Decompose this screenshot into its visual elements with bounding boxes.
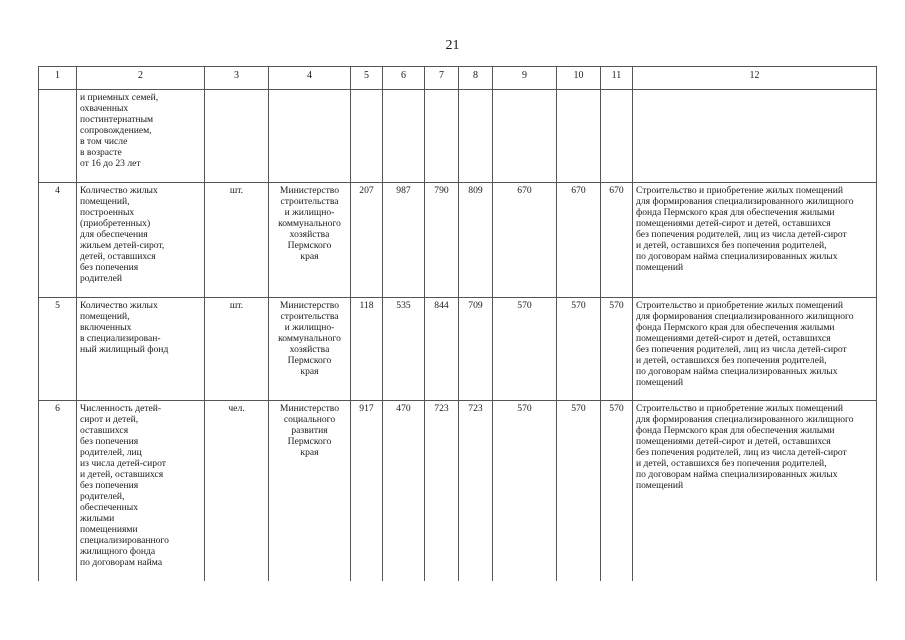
- value-cell: 917: [351, 401, 383, 582]
- value-cell: 118: [351, 298, 383, 401]
- column-header: 7: [425, 67, 459, 90]
- value-cell: [459, 90, 493, 183]
- executor-cell: Министерство строительства и жилищно- коммунального хозяйства Пермского края: [269, 298, 351, 401]
- value-cell: 987: [383, 183, 425, 298]
- value-cell: [351, 90, 383, 183]
- value-cell: 570: [557, 401, 601, 582]
- column-header: 12: [633, 67, 877, 90]
- value-cell: [601, 90, 633, 183]
- column-header: 11: [601, 67, 633, 90]
- indicator-name: Количество жилых помещений, включенных в специализирован- ный жилищный фонд: [77, 298, 205, 401]
- value-cell: 470: [383, 401, 425, 582]
- table-row: [39, 183, 877, 298]
- value-cell: 670: [601, 183, 633, 298]
- page-number: 21: [445, 38, 460, 53]
- row-number: 4: [39, 183, 77, 298]
- unit-cell: шт.: [205, 298, 269, 401]
- column-header: 5: [351, 67, 383, 90]
- measure-cell: Строительство и приобретение жилых помещений для формирования специализированного жилищного фонда Пермского края для обеспечения жилыми помещениями детей-сирот и детей, оставшихся без попечения родителей, лиц из числа детей-сирот и детей, оставшихся без попечения родителей, по договорам найма специализированных жилых помещений: [633, 298, 877, 401]
- column-header: 2: [77, 67, 205, 90]
- value-cell: 723: [425, 401, 459, 582]
- value-cell: 570: [493, 401, 557, 582]
- value-cell: 570: [557, 298, 601, 401]
- unit-cell: чел.: [205, 401, 269, 582]
- value-cell: 570: [493, 298, 557, 401]
- column-header: 3: [205, 67, 269, 90]
- unit-cell: [205, 90, 269, 183]
- column-header: 10: [557, 67, 601, 90]
- value-cell: 723: [459, 401, 493, 582]
- column-header: 6: [383, 67, 425, 90]
- indicator-name: Количество жилых помещений, построенных (приобретенных) для обеспечения жильем детей-сирот, детей, оставшихся без попечения родителей: [77, 183, 205, 298]
- unit-cell: шт.: [205, 183, 269, 298]
- value-cell: 535: [383, 298, 425, 401]
- column-header: 1: [39, 67, 77, 90]
- column-header: 4: [269, 67, 351, 90]
- row-number: 5: [39, 298, 77, 401]
- value-cell: 709: [459, 298, 493, 401]
- row-number: [39, 90, 77, 183]
- table-row: [39, 298, 877, 401]
- executor-cell: Министерство строительства и жилищно- коммунального хозяйства Пермского края: [269, 183, 351, 298]
- measure-cell: Строительство и приобретение жилых помещений для формирования специализированного жилищного фонда Пермского края для обеспечения жилыми помещениями детей-сирот и детей, оставшихся без попечения родителей, лиц из числа детей-сирот и детей, оставшихся без попечения родителей, по договорам найма специализированных жилых помещений: [633, 401, 877, 582]
- value-cell: [557, 90, 601, 183]
- value-cell: 207: [351, 183, 383, 298]
- value-cell: 670: [557, 183, 601, 298]
- column-header: 9: [493, 67, 557, 90]
- value-cell: 670: [493, 183, 557, 298]
- column-header: 8: [459, 67, 493, 90]
- table-row: [39, 401, 877, 582]
- indicator-name: Численность детей- сирот и детей, оставшихся без попечения родителей, лиц из числа детей-сирот и детей, оставшихся без попечения родителей, обеспеченных жилыми помещениями специализированного жилищного фонда по договорам найма: [77, 401, 205, 582]
- value-cell: [425, 90, 459, 183]
- value-cell: [383, 90, 425, 183]
- row-number: 6: [39, 401, 77, 582]
- measure-cell: [633, 90, 877, 183]
- table-header-row: [39, 67, 877, 90]
- measure-cell: Строительство и приобретение жилых помещений для формирования специализированного жилищного фонда Пермского края для обеспечения жилыми помещениями детей-сирот и детей, оставшихся без попечения родителей, лиц из числа детей-сирот и детей, оставшихся без попечения родителей, по договорам найма специализированных жилых помещений: [633, 183, 877, 298]
- value-cell: 570: [601, 298, 633, 401]
- value-cell: 570: [601, 401, 633, 582]
- value-cell: 809: [459, 183, 493, 298]
- executor-cell: [269, 90, 351, 183]
- indicator-name: и приемных семей, охваченных постинтернатным сопровождением, в том числе в возрасте от 16 до 23 лет: [77, 90, 205, 183]
- value-cell: 790: [425, 183, 459, 298]
- value-cell: 844: [425, 298, 459, 401]
- value-cell: [493, 90, 557, 183]
- executor-cell: Министерство социального развития Пермского края: [269, 401, 351, 582]
- table-row: [39, 90, 877, 183]
- indicators-table: [38, 66, 877, 581]
